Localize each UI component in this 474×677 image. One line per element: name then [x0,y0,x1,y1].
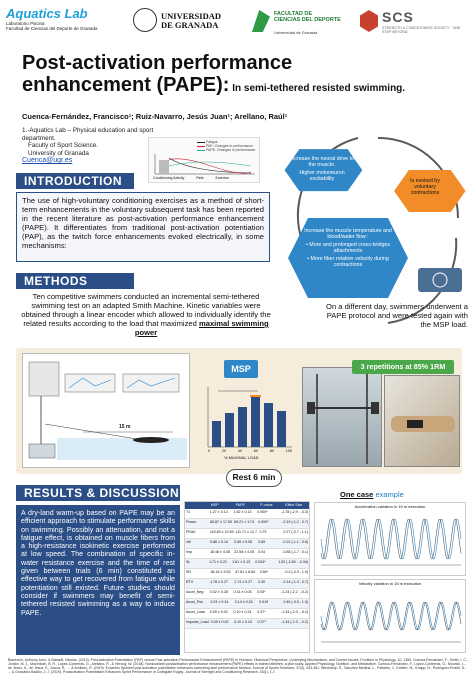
table-cell: 0.40 (-0.5 ; 1.3) [283,599,309,604]
table-cell: 69.21 ± 17.5 [234,519,255,524]
table-cell: 1.74 ± 0.27 [234,579,253,584]
table-cell: 46.16 ± 9.53 [210,569,231,574]
table-cell: -0.85 (-1.7 ; 0.1) [282,549,309,554]
affiliation-line1: 1.-Aquatics Lab – Physical education and sport department. [22,127,154,142]
mini-legend-pape: PAPE: Changes in performance [197,148,255,152]
mini-chart-activity-bar [159,160,169,174]
table-cell: 0.14 ± 0.05 [233,589,252,594]
msp-bar-1 [212,421,221,447]
setup-svg [23,354,191,469]
references: Blazevich, Anthony John, & Babault, Nicolas. (2019). Post-activation Potentiation (PAP) versus Post-activation Performance Enhancement (PAPE) in Humans: Historical Perspective, Underlying Mechanisms, and Current Issues. Frontiers in Physiology, 10, 1359. Cuenca-Fernández, F., Smith, I. C., Jordan, M. J., MacIntosh, B. R., López-Contreras, G., Arellano, R., & Herzog, W. (2018). Nonlocalized postactivation performance enhancement (PAPE) effects in trained athletes: a pilot study. Applied Physiology, Nutrition, and Metabolism. Cuenca-Fernández, F., López-Contreras, G., Mourão, L., de Jesus, K., de Jesus, K., Zacca, R., ... & Arellano, R. (2019). Eccentric flywheel post-activation potentiation influences swimming start performance kinetics. Journal of Sports Sciences, 37(4), 443-451. Wenkamp, R., Sánchez-Medina, L., Pallarés, J., Kahlert, M., Knapp, N., Rodríguez-Rosell, D., ... & González-Badillo, J. J. (2019). Postactivation Potentiation Enhances Sprint Performance in Collegiate Rugby. Journal of Strength and Conditioning Research, 33(1), 1-7. [8,658,468,674]
cycle-center-text: Increase the muscle temperature and blood/water flow : • More and prolonged cross-bridges attachments • More fiber rotation velocity during contractions [304,228,392,268]
table-cell: 0.37* [257,619,266,624]
table-row [185,539,309,549]
table-cell: Power [186,519,197,524]
table-row [185,579,309,589]
table-cell: 1.27 ± 0.13 [209,509,228,514]
section-results: RESULTS & DISCUSSION [16,485,180,501]
table-cell: 0.89 [258,539,266,544]
ugr-logo [133,8,233,38]
one-case-label: One case example [340,490,404,499]
aquatics-lab-name: Aquatics Lab [6,6,88,21]
table-row [185,549,309,559]
acceleration-plot [314,502,466,576]
setup-encoder-box [29,362,59,396]
table-cell: 0.02 ± 0.28 [209,589,228,594]
email-link[interactable]: Cuenca@ugr.es [22,157,73,164]
scs-name: SCS [382,9,414,25]
table-cell: 0.09 ± 0.02 [210,619,229,624]
msp-badge: MSP [224,360,258,378]
swim-setup-diagram [22,353,190,468]
methods-emph: maximal swimming power [134,319,269,337]
table-cell: 0.14 ± 0.24 [234,599,253,604]
table-row [185,529,309,539]
results-table [184,501,310,653]
table-cell: 0.009* [258,519,269,524]
table-row [185,569,309,579]
reps-badge: 3 repetitions at 85% 1RM [352,360,454,374]
results-table-body [185,509,309,629]
table-cell: 0.034* [255,559,266,564]
title-line1: Post-activation performance [22,52,293,74]
table-cell: 47.61 ± 8.84 [235,569,256,574]
section-methods: METHODS [16,273,134,289]
aquatics-lab-line1: Laboratorio Piscina [6,21,45,26]
table-cell: PEAK [186,529,196,534]
setup-distance-label: 15 m [119,424,131,430]
acceleration-plot-svg [315,509,465,571]
msp-bar-2 [225,413,234,447]
table-cell: 115.83 ± 10.59 [209,529,234,534]
affiliation-line2: Faculty of Sport Science. [28,142,98,149]
table-cell: Accel_Neg [186,589,204,594]
table-cell: 18.48 ± 4.08 [210,549,231,554]
ugr-text [161,12,221,30]
msp-bar-xlabel: % MAXIMAL LOAD [224,455,259,460]
aquatics-lab-logo [6,6,116,31]
table-cell: 0.56* [259,569,269,574]
table-cell: SR [186,569,191,574]
smith-machine-svg [303,368,383,468]
title-subtitle: In semi-tethered resisted swimming. [229,83,406,94]
msp-bar-ticks: 0 20 40 60 80 100 [208,449,292,453]
fcd-text [274,11,341,23]
scs-mark-icon [360,10,378,32]
encoder-arm-svg [385,376,461,468]
pap-pape-mini-chart [148,137,260,183]
table-cell: 1.62 ± 0.13 [233,509,252,514]
table-cell: -1.34 (-2.3 ; -0.2) [281,619,308,624]
table-cell: 0.04 [258,549,266,554]
affiliation-line3: University of Granada [28,149,89,157]
table-row [185,589,309,599]
acceleration-plot-title: Acceleration variation in 15 m execution [354,504,426,509]
mini-legend-fatigue: Fatigue [197,140,255,144]
table-cell: 65.87 ± 17.59 [210,519,233,524]
table-cell: 0.05* [257,589,266,594]
table-cell: 0.89 ± 0.08 [234,539,253,544]
table-cell: 1.52 (-2.69 ; -0.34) [278,559,309,564]
aquatics-lab-line2: Facultad de Ciencias del Deporte de Granada [6,26,98,31]
ugr-seal-icon [133,8,157,32]
velocity-plot-svg [315,586,465,648]
cycle-dial-icon [418,268,462,292]
title-line2 [22,74,462,100]
cycle-top-text: Increase the neural drive to the muscle. Higher motoneuron excitability [289,156,355,182]
table-cell: Accel_Load [186,609,205,614]
table-row [185,509,309,519]
fcd-line2: CIENCIAS DEL DEPORTE [274,17,341,23]
scs-sub: STRENGTH & CONDITIONING SOCIETY · ONE STEP BEYOND [382,26,461,34]
msp-bar-chart [198,383,296,463]
rest-badge: Rest 6 min [226,469,282,487]
fcd-line1: FACULTAD DE [274,11,312,17]
table-cell: 0.10 ± 0.24 [234,619,253,624]
table-cell: T1 [186,509,191,514]
table-row [185,599,309,609]
mini-chart-pap-line [169,159,251,173]
table-cell: RTV [186,579,194,584]
ugr-line2: DE GRANADA [161,20,219,30]
table-cell: 22.08 ± 4.05 [234,549,255,554]
mini-legend-pap: PAP: Changes in performance [197,144,255,148]
plot-line-msp [321,602,461,630]
poster-title [22,52,462,100]
table-cell: 1.71 ± 0.21 [209,559,228,564]
table-cell: 0.86 ± 0.14 [210,539,229,544]
table-cell: 1.78 ± 0.27 [210,579,229,584]
table-cell: 0.27 (-0.7 ; 1.1) [283,529,308,534]
setup-right-screen [123,374,179,392]
table-cell: SL [186,559,191,564]
encoder-arm-photo [384,375,460,467]
table-cell: -0.19 (-1.2 ; 0.7) [282,519,309,524]
table-cell: Accel_Pos [186,599,203,604]
results-table-header: MSP PAPE P-value Effect Size [185,502,309,509]
table-cell: 0.000* [257,509,268,514]
section-introduction: INTRODUCTION [16,173,134,189]
mini-chart-svg [151,152,259,178]
msp-bar-4 [251,397,260,447]
authors: Cuenca-Fernández, Francisco¹; Ruiz-Navarro, Jesús Juan¹; Arellano, Raúl¹ [22,112,288,121]
table-cell: 0.24 ± 0.24 [210,599,229,604]
methods-text: Ten competitive swimmers conducted an incremental semi-tethered swimming test on an adapted Smith Machine. Kinetic variables were obtained through a linear encoder which allowed to individually identify the related results according to the load that maximized maximal swimming power [21,292,271,337]
scs-logo [360,8,470,38]
smith-machine-photo [302,367,382,467]
ugr-line1: UNIVERSIDAD [161,11,221,21]
methods-right-text: On a different day, swimmers underwent a PAPE protocol and were tested again with the MSP load. [326,302,468,329]
table-row [185,559,309,569]
msp-bar-3 [238,407,247,447]
fcd-mark-icon [252,10,270,32]
results-text: A dry-land warm-up based on PAPE may be an efficient approach to stimulate performance skills on swimming. Possibly an attenuation, and not a fatigue effect, is obtained on muscle fibers from a high-resistance isokinetic exercise performed at low speed. The combination of specific in-water resistance exercise and the time of rest given between trials (6 min) constituted an effective way to get recovered from fatigue while potentiation still existed. Future studies should consider if swimmers may benefit of semi-tethered resisted swimming as a way to induce PAPE. [16,505,180,655]
table-cell: Vel [186,539,191,544]
table-cell: 0.30 [258,579,266,584]
table-cell: -0.22 (-1.1 ; 0.6) [282,539,309,544]
table-row [185,519,309,529]
velocity-plot [314,579,466,653]
mini-chart-labels: Conditioning Activity Rest Exercise [153,176,229,180]
mechanism-cycle-diagram [268,128,468,328]
table-cell: -1.24 (-2.2 ; -0.2) [281,589,309,594]
table-cell: 111.71 ± 12.7 [235,529,258,534]
fcd-sub: Universidad de Granada [274,30,318,35]
velocity-plot-title: Velocity variation in 15 m execution [358,581,422,586]
table-cell: -1.78 (-2.9 ; -0.3) [281,509,309,514]
table-cell: -0.14 (-1.0 ; 0.7) [282,579,309,584]
intro-text: The use of high-voluntary conditioning exercises as a method of short-term enhancements in the voluntary subsequent task has been reported in the recent literature as post-activation performance enhancement (PAPE). It differentiates from traditional post-activation potentiation (PAP), as the twitch force enhancements evoked electrically, in some mechanisms: [16,192,270,262]
table-cell: 0.37* [257,609,266,614]
cycle-right-text: Is evoked by voluntary contractions [410,178,440,196]
table-cell: 0.09 ± 0.02 [209,609,228,614]
fcd-logo [252,8,348,38]
msp-bar-5 [264,403,273,447]
table-cell: 1.61 ± 0.13 [232,559,251,564]
setup-swimmer-icon [133,437,169,443]
table-cell: 0.75 [259,529,267,534]
mini-chart-legend [197,140,255,152]
table-cell: -1.34 (-2.3 ; -0.2) [281,609,309,614]
table-cell: Imp [186,549,192,554]
table-cell: 0.019 [259,599,269,604]
msp-bar-peak-marker [250,395,261,397]
table-row [185,609,309,619]
msp-bar-6 [277,411,286,447]
table-row [185,619,309,629]
table-cell: 0.10 ± 0.24 [233,609,252,614]
setup-machine-base [29,444,55,458]
title-line2-main: enhancement (PAPE): [22,74,230,96]
table-cell: -0.3 (-0.9 ; 1.0) [284,569,309,574]
table-cell: Impulse_Load [186,619,209,624]
setup-pool [57,438,187,460]
